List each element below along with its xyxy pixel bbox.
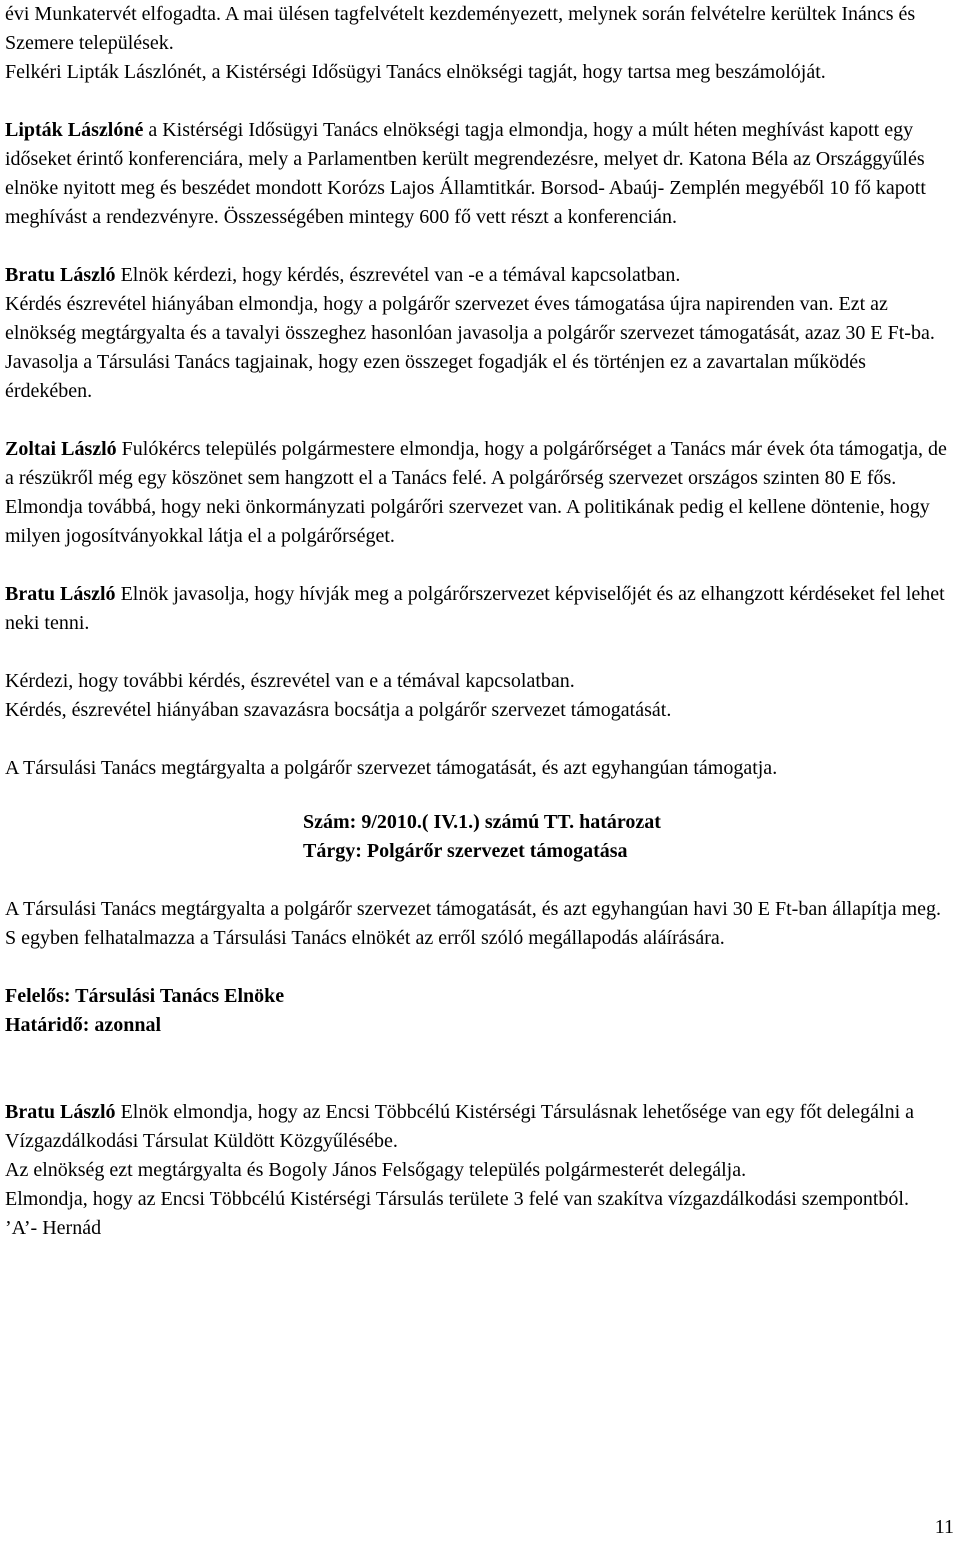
speaker-name: Lipták Lászlóné xyxy=(5,119,144,141)
resolution-subject: Tárgy: Polgárőr szervezet támogatása xyxy=(303,840,628,862)
paragraph-text: Fulókércs település polgármestere elmondja, hogy a polgárőrséget a Tanács már évek óta támogatja, de a részükről még egy köszönet sem hangzott el a Tanács felé. A polgárőrség szervezet országos szinten 80 E fős. xyxy=(5,438,947,489)
page-number: 11 xyxy=(934,1516,954,1538)
responsible-line: Felelős: Társulási Tanács Elnöke xyxy=(5,985,285,1007)
resolution-header xyxy=(5,808,957,866)
speaker-name: Bratu László xyxy=(5,583,116,605)
deadline-line: Határidő: azonnal xyxy=(5,1014,162,1036)
authorization-line: S egyben felhatalmazza a Társulási Tanács elnökét az erről szóló megállapodás aláírására. xyxy=(5,927,725,949)
decision-paragraph: A Társulási Tanács megtárgyalta a polgárőr szervezet támogatását, és azt egyhangúan havi 30 E Ft-ban állapítja meg. xyxy=(5,898,942,920)
speaker-name: Zoltai László xyxy=(5,438,117,460)
vote-call-line: Kérdés, észrevétel hiányában szavazásra bocsátja a polgárőr szervezet támogatását. xyxy=(5,699,672,721)
paragraph-text: Elnök javasolja, hogy hívják meg a polgárőrszervezet képviselőjét és az elhangzott kérdéseket fel lehet neki tenni. xyxy=(5,583,945,634)
bratu-proposal-paragraph: Kérdés észrevétel hiányában elmondja, hogy a polgárőr szervezet éves támogatása újra napirenden van. Ezt az elnökség megtárgyalta és a tavalyi összeghez hasonlóan javasolja a polgárőr szervezet támogatását, azaz 30 E Ft-ba. xyxy=(5,293,935,344)
bratu-recommendation-paragraph: Javasolja a Társulási Tanács tagjainak, hogy ezen összeget fogadják el és történjen ez a zavartalan működés érdekében. xyxy=(5,351,866,402)
intro-paragraph-2: Felkéri Lipták Lászlónét, a Kistérségi Idősügyi Tanács elnökségi tagját, hogy tartsa meg beszámolóját. xyxy=(5,61,826,83)
bratu-invite-paragraph xyxy=(5,580,957,638)
paragraph-text: Elnök kérdezi, hogy kérdés, észrevétel van -e a témával kapcsolatban. xyxy=(115,264,681,286)
area-division-line: Elmondja, hogy az Encsi Többcélú Kistérségi Társulás területe 3 felé van szakítva vízgazdálkodási szempontból. xyxy=(5,1188,909,1210)
bratu-question-paragraph xyxy=(5,261,957,290)
zoltai-paragraph-2: Elmondja továbbá, hogy neki önkormányzati polgárőri szervezet van. A politikának pedig el kellene döntenie, hogy milyen jogosítványokkal látja el a polgárőrséget. xyxy=(5,496,930,547)
liptak-paragraph xyxy=(5,116,957,232)
paragraph-text: Elnök elmondja, hogy az Encsi Többcélú Kistérségi Társulásnak lehetősége van egy főt delegálni a Vízgazdálkodási Társulat Küldött Közgyűlésébe. xyxy=(5,1101,915,1152)
vote-result-paragraph: A Társulási Tanács megtárgyalta a polgárőr szervezet támogatását, és azt egyhangúan támogatja. xyxy=(5,757,778,779)
resolution-number: Szám: 9/2010.( IV.1.) számú TT. határozat xyxy=(303,811,661,833)
document-page xyxy=(5,0,957,1243)
speaker-name: Bratu László xyxy=(5,264,116,286)
region-line: ’A’- Hernád xyxy=(5,1217,102,1239)
responsibility-block xyxy=(5,982,957,1040)
paragraph-text: a Kistérségi Idősügyi Tanács elnökségi tagja elmondja, hogy a múlt héten meghívást kapott egy időseket érintő konferenciára, mely a Parlamentben került megrendezésre, melyet dr. Katona Béla az Országgyűlés elnöke nyitott meg és beszédet mondott Korózs Lajos Államtitkár. Borsod- Abaúj- Zemplén megyéből 10 fő kapott meghívást a rendezvényre. Összességében mintegy 600 fő vett részt a konferencián. xyxy=(5,119,926,228)
intro-paragraph: évi Munkatervét elfogadta. A mai ülésen tagfelvételt kezdeményezett, melynek során felvételre kerültek Ináncs és Szemere települések. xyxy=(5,3,916,54)
zoltai-paragraph xyxy=(5,435,957,493)
speaker-name: Bratu László xyxy=(5,1101,116,1123)
question-line: Kérdezi, hogy további kérdés, észrevétel van e a témával kapcsolatban. xyxy=(5,670,575,692)
delegation-decision-line: Az elnökség ezt megtárgyalta és Bogoly János Felsőgagy település polgármesterét delegálja. xyxy=(5,1159,747,1181)
bratu-delegation-paragraph xyxy=(5,1098,957,1156)
